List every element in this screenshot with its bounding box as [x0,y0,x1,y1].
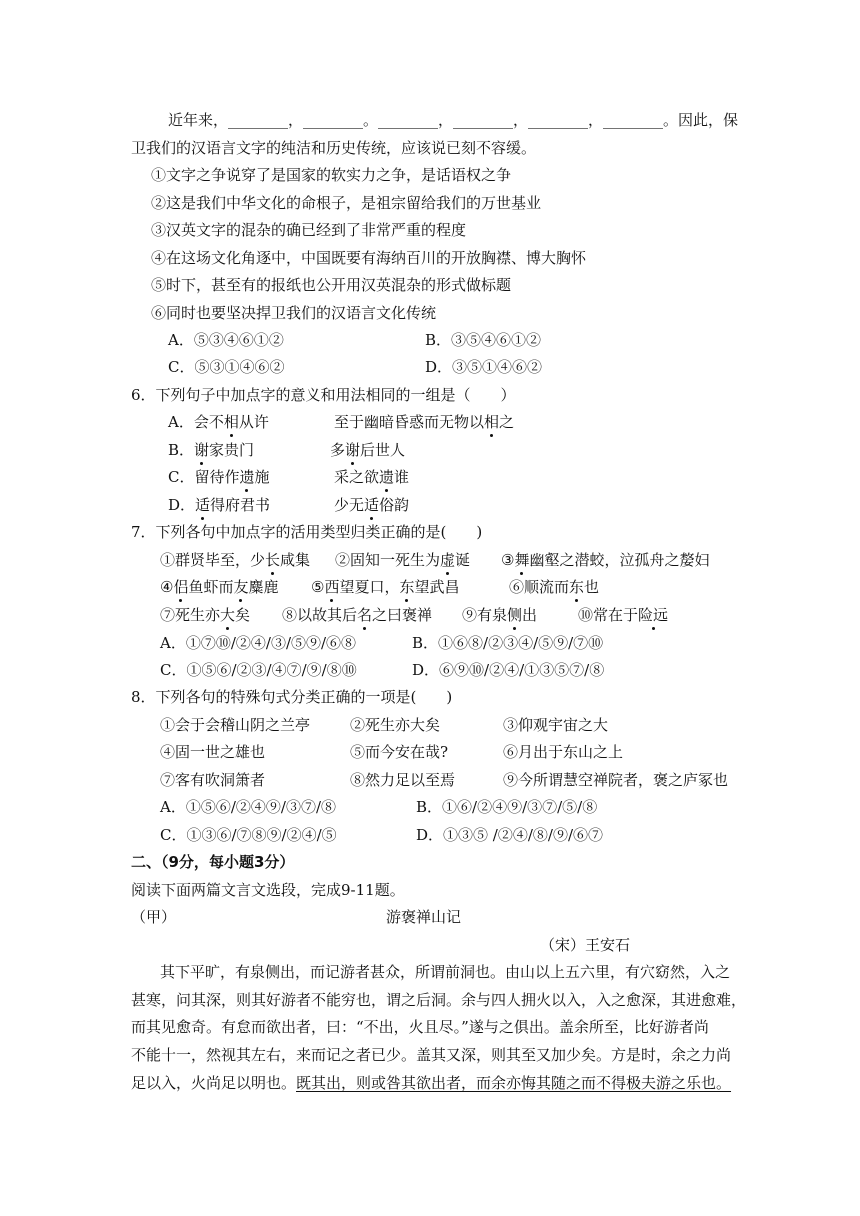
q7-item-8: ⑧以故其后名之曰褒禅 [282,606,433,624]
q6-row-d-right: 少无适俗韵 [334,496,410,514]
q7-option-b: B．①⑥⑧/②③④/⑤⑨/⑦⑩ [412,634,604,652]
q7-item-10: ⑩常在于险远 [578,606,669,624]
q8-item-5: ⑤而今安在哉? [350,743,449,761]
intro-line-1: 近年来，________，________。________，________，________，________。因此，保 [168,111,739,129]
q5-item-2: ②这是我们中华文化的命根子，是祖宗留给我们的万世基业 [151,194,542,212]
q6-row-a-right: 至于幽暗昏惑而无物以相之 [334,413,515,431]
q8-item-3: ③仰观宇宙之大 [503,716,609,734]
q8-stem: 8．下列各句的特殊句式分类正确的一项是( ) [131,688,453,706]
passage-title: 游褒禅山记 [386,908,462,926]
section-instruction: 阅读下面两篇文言文选段，完成9-11题。 [131,881,405,899]
q8-option-d: D．①③⑤ /②④/⑧/⑨/⑥⑦ [416,826,604,844]
passage-label: （甲） [131,908,177,926]
q8-option-a: A．①⑤⑥/②④⑨/③⑦/⑧ [160,798,336,816]
q6-row-b-left: B．谢家贵门 [168,441,255,459]
underlined-sentence: 既其出，则或咎其欲出者，而余亦悔其随之而不得极夫游之乐也。 [296,1074,732,1092]
section-heading: 二、（9分，每小题3分） [131,853,295,871]
q6-row-a-left: A．会不相从许 [168,413,269,431]
q5-option-a: A．⑤③④⑥①② [168,331,284,349]
q5-option-b: B．③⑤④⑥①② [425,331,542,349]
passage-line-1: 其下平旷，有泉侧出，而记游者甚众，所谓前洞也。由山以上五六里，有穴窈然，入之 [160,963,731,981]
passage-author: （宋）王安石 [540,936,631,954]
q8-item-4: ④固一世之雄也 [160,743,266,761]
passage-line-2: 甚寒，问其深，则其好游者不能穷也，谓之后洞。余与四人拥火以入，入之愈深，其进愈难， [131,991,747,1009]
passage-line-4: 不能十一，然视其左右，来而记之者已少。盖其又深，则其至又加少矣。方是时，余之力尚 [131,1046,732,1064]
q8-option-b: B．①⑥/②④⑨/③⑦/⑤/⑧ [416,798,598,816]
q6-stem: 6．下列句子中加点字的意义和用法相同的一组是（ ） [131,386,516,404]
q7-item-3: ③舞幽壑之潜蛟，泣孤舟之嫠妇 [501,551,710,569]
q8-option-c: C．①③⑥/⑦⑧⑨/②④/⑤ [160,826,337,844]
q5-item-6: ⑥同时也要坚决捍卫我们的汉语言文化传统 [151,304,437,322]
q5-item-4: ④在这场文化角逐中，中国既要有海纳百川的开放胸襟、博大胸怀 [151,249,587,267]
q8-item-1: ①会于会稽山阴之兰亭 [160,716,311,734]
q7-item-9: ⑨有泉侧出 [462,606,538,624]
q7-item-4: ④侣鱼虾而友麋鹿 [160,578,279,596]
q7-item-6: ⑥顺流而东也 [509,578,600,596]
q7-item-2: ②固知一死生为虚诞 [335,551,471,569]
passage-line-5: 足以入，火尚足以明也。既其出，则或咎其欲出者，而余亦悔其随之而不得极夫游之乐也。 [131,1074,732,1092]
passage-line-3: 而其见愈奇。有怠而欲出者，曰：“不出，火且尽。”遂与之俱出。盖余所至，比好游者尚 [131,1018,709,1036]
q5-item-3: ③汉英文字的混杂的确已经到了非常严重的程度 [151,221,467,239]
q8-item-8: ⑧然力足以至焉 [350,771,456,789]
intro-line-2: 卫我们的汉语言文字的纯洁和历史传统，应该说已刻不容缓。 [131,139,537,157]
q5-option-d: D．③⑤①④⑥② [425,358,543,376]
q8-item-7: ⑦客有吹洞箫者 [160,771,266,789]
q5-item-1: ①文字之争说穿了是国家的软实力之争，是话语权之争 [151,166,512,184]
q8-item-2: ②死生亦大矣 [350,716,441,734]
q5-item-5: ⑤时下，甚至有的报纸也公开用汉英混杂的形式做标题 [151,276,512,294]
q7-stem: 7．下列各句中加点字的活用类型归类正确的是( ) [131,523,483,541]
q8-item-6: ⑥月出于东山之上 [503,743,624,761]
q6-row-c-left: C．留待作遗施 [168,468,270,486]
q7-item-7: ⑦死生亦大矣 [160,606,251,624]
q5-option-c: C．⑤③①④⑥② [168,358,285,376]
q7-option-d: D．⑥⑨⑩/②④/①③⑤⑦/⑧ [412,661,605,679]
q7-option-c: C．①⑤⑥/②③/④⑦/⑨/⑧⑩ [160,661,357,679]
q7-option-a: A．①⑦⑩/②④/③/⑤⑨/⑥⑧ [160,634,357,652]
q6-row-d-left: D．适得府君书 [168,496,271,514]
q6-row-c-right: 采之欲遗谁 [334,468,410,486]
q8-item-9: ⑨今所谓慧空禅院者，褒之庐冢也 [503,771,729,789]
q6-row-b-right: 多谢后世人 [330,441,406,459]
q7-item-5: ⑤西望夏口，东望武昌 [311,578,460,596]
q7-item-1: ①群贤毕至，少长咸集 [160,551,311,569]
